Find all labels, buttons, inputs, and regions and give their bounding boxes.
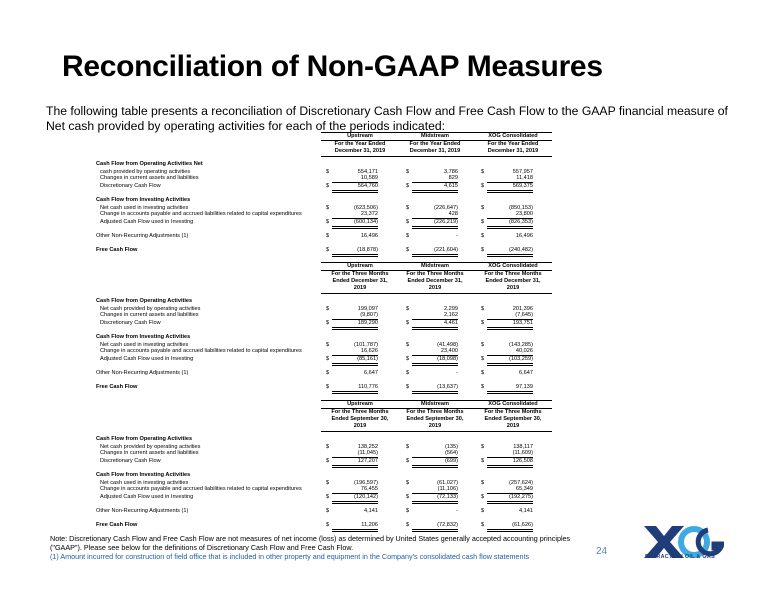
cell-value: 193,751 — [487, 320, 533, 330]
currency-symbol: $ — [481, 356, 485, 362]
cell-value: 110,776 — [332, 384, 378, 394]
currency-symbol: $ — [326, 444, 330, 450]
row-label: Discretionary Cash Flow — [100, 458, 161, 464]
row-label: Change in accounts payable and accrued liabilities related to capital expenditures — [100, 211, 302, 217]
currency-symbol: $ — [481, 169, 485, 175]
cell-value: 23,400 — [412, 348, 458, 356]
cell-value: 554,171 — [357, 169, 378, 175]
column-header — [474, 400, 552, 432]
table-row — [96, 384, 556, 391]
table-row — [96, 370, 556, 377]
row-label: Discretionary Cash Flow — [100, 320, 161, 326]
currency-symbol: $ — [481, 384, 485, 390]
column-header — [321, 132, 399, 157]
currency-symbol: $ — [481, 233, 485, 239]
table-row — [96, 356, 556, 363]
cell-value: (103,259) — [487, 356, 533, 366]
cell-value: (41,498) — [437, 342, 458, 348]
row-label: Other Non-Recurring Adjustments (1) — [96, 233, 189, 239]
cell-value: 10,589 — [332, 175, 378, 183]
cell-value: - — [456, 508, 458, 514]
cell-value: 4,615 — [412, 183, 458, 193]
row-label: Cash Flow from Operating Activities — [96, 298, 193, 304]
table-row — [96, 197, 556, 204]
table-row — [96, 472, 556, 479]
segment-name: Upstream — [321, 262, 399, 271]
table-row — [96, 298, 556, 305]
row-label: Adjusted Cash Flow used in Investing — [100, 356, 194, 362]
cell-value: 199,097 — [357, 306, 378, 312]
cell-value: 564,760 — [332, 183, 378, 193]
period-label: For the Three Months Ended December 31, 2019 — [396, 271, 474, 294]
column-header — [321, 262, 399, 294]
cell-value: 16,496 — [360, 233, 378, 239]
currency-symbol: $ — [326, 522, 330, 528]
row-label: Change in accounts payable and accrued liabilities related to capital expenditures — [100, 486, 302, 492]
currency-symbol: $ — [481, 480, 485, 486]
reconciliation-table-year — [96, 132, 556, 257]
cell-value: (600,134) — [332, 219, 378, 229]
cell-value: (11,045) — [332, 450, 378, 458]
cell-value: (85,161) — [332, 356, 378, 366]
segment-name: Midstream — [396, 400, 474, 409]
cell-value: 23,372 — [332, 211, 378, 219]
cell-value: 127,207 — [332, 458, 378, 468]
row-label: Other Non-Recurring Adjustments (1) — [96, 508, 189, 514]
currency-symbol: $ — [326, 205, 330, 211]
cell-value: (72,832) — [412, 522, 458, 532]
cell-value: 138,252 — [357, 444, 378, 450]
cell-value: (143,285) — [509, 342, 533, 348]
cell-value: (240,482) — [487, 247, 533, 257]
cell-value: 6,647 — [519, 370, 533, 376]
cell-value: 189,290 — [332, 320, 378, 330]
cell-value: (623,506) — [354, 205, 378, 211]
cell-value: (101,787) — [354, 342, 378, 348]
table-row — [96, 486, 556, 493]
table-row — [96, 183, 556, 190]
currency-symbol: $ — [406, 370, 410, 376]
segment-name: Midstream — [396, 262, 474, 271]
period-label: For the Year Ended December 31, 2019 — [396, 141, 474, 157]
row-label: Net cash provided by operating activities — [100, 444, 201, 450]
currency-symbol: $ — [326, 320, 330, 326]
cell-value: - — [456, 233, 458, 239]
currency-symbol: $ — [406, 342, 410, 348]
table-row — [96, 334, 556, 341]
currency-symbol: $ — [481, 494, 485, 500]
row-label: Changes in current assets and liabilities — [100, 175, 199, 181]
currency-symbol: $ — [481, 205, 485, 211]
cell-value: 569,375 — [487, 183, 533, 193]
row-label: Net cash used in investing activities — [100, 342, 189, 348]
currency-symbol: $ — [406, 306, 410, 312]
currency-symbol: $ — [406, 183, 410, 189]
reconciliation-table-q4 — [96, 262, 556, 395]
row-label: Other Non-Recurring Adjustments (1) — [96, 370, 189, 376]
cell-value: 11,206 — [332, 522, 378, 532]
row-label: cash provided by operating activities — [100, 169, 191, 175]
row-label: Discretionary Cash Flow — [100, 183, 161, 189]
currency-symbol: $ — [406, 219, 410, 225]
logo-wordmark: EXTRACTION OIL & GAS — [645, 554, 715, 560]
cell-value: 4,141 — [364, 508, 378, 514]
period-label: For the Year Ended December 31, 2019 — [321, 141, 399, 157]
page-number: 24 — [596, 546, 608, 557]
row-label: Changes in current assets and liabilities — [100, 450, 199, 456]
currency-symbol: $ — [326, 183, 330, 189]
currency-symbol: $ — [326, 384, 330, 390]
table-row — [96, 312, 556, 319]
currency-symbol: $ — [481, 342, 485, 348]
row-label: Free Cash Flow — [96, 384, 138, 390]
currency-symbol: $ — [406, 320, 410, 326]
row-label: Free Cash Flow — [96, 522, 138, 528]
column-header — [474, 132, 552, 157]
table-row — [96, 522, 556, 529]
cell-value: (135) — [444, 444, 458, 450]
currency-symbol: $ — [481, 444, 485, 450]
cell-value: 138,117 — [513, 444, 533, 450]
currency-symbol: $ — [326, 306, 330, 312]
cell-value: (11,106) — [412, 486, 458, 494]
currency-symbol: $ — [481, 306, 485, 312]
row-label: Adjusted Cash Flow used in Investing — [100, 494, 194, 500]
intro-paragraph: The following table presents a reconciliation of Discretionary Cash Flow and Free Cash Flow to the GAAP financial measure of Net cash provided by operating activities for each of the periods indicated: — [46, 104, 728, 133]
column-header — [474, 262, 552, 294]
cell-value: (61,626) — [487, 522, 533, 532]
currency-symbol: $ — [406, 444, 410, 450]
row-label: Cash Flow from Investing Activities — [96, 334, 191, 340]
cell-value: (226,219) — [412, 219, 458, 229]
table-row — [96, 233, 556, 240]
table-row — [96, 494, 556, 501]
currency-symbol: $ — [406, 480, 410, 486]
row-label: Cash Flow from Operating Activities — [96, 436, 193, 442]
table-row — [96, 450, 556, 457]
cell-value: 4,461 — [412, 320, 458, 330]
currency-symbol: $ — [406, 508, 410, 514]
table-row — [96, 458, 556, 465]
cell-value: (196,597) — [354, 480, 378, 486]
cell-value: 65,349 — [487, 486, 533, 494]
currency-symbol: $ — [481, 458, 485, 464]
period-label: For the Three Months Ended September 30, 2019 — [396, 409, 474, 432]
row-label: Changes in current assets and liabilities — [100, 312, 199, 318]
table-row — [96, 508, 556, 515]
table-row — [96, 211, 556, 218]
cell-value: 2,162 — [412, 312, 458, 320]
cell-value: 16,626 — [332, 348, 378, 356]
currency-symbol: $ — [326, 356, 330, 362]
table-row — [96, 247, 556, 254]
currency-symbol: $ — [326, 219, 330, 225]
segment-name: XOG Consolidated — [474, 132, 552, 141]
currency-symbol: $ — [326, 233, 330, 239]
row-label: Cash Flow from Investing Activities — [96, 472, 191, 478]
reconciliation-table-q3 — [96, 400, 556, 533]
column-header — [396, 262, 474, 294]
segment-name: XOG Consolidated — [474, 262, 552, 271]
cell-value: 23,800 — [487, 211, 533, 219]
currency-symbol: $ — [481, 522, 485, 528]
cell-value: (257,624) — [509, 480, 533, 486]
currency-symbol: $ — [406, 247, 410, 253]
cell-value: 829 — [412, 175, 458, 183]
currency-symbol: $ — [326, 247, 330, 253]
cell-value: (9,807) — [332, 312, 378, 320]
row-label: Adjusted Cash Flow used in Investing — [100, 219, 194, 225]
currency-symbol: $ — [406, 494, 410, 500]
cell-value: 3,786 — [444, 169, 458, 175]
segment-name: Upstream — [321, 132, 399, 141]
period-label: For the Three Months Ended December 31, 2019 — [474, 271, 552, 294]
segment-name: Midstream — [396, 132, 474, 141]
cell-value: (850,153) — [509, 205, 533, 211]
cell-value: 201,396 — [512, 306, 533, 312]
segment-name: XOG Consolidated — [474, 400, 552, 409]
footnote-1: (1) Amount incurred for construction of field office that is included in other property and equipment in the Company's consolidated cash flow statements — [50, 552, 530, 561]
column-header — [396, 400, 474, 432]
currency-symbol: $ — [406, 233, 410, 239]
cell-value: 76,455 — [332, 486, 378, 494]
row-label: Net cash used in investing activities — [100, 205, 189, 211]
cell-value: (18,098) — [412, 356, 458, 366]
cell-value: (120,142) — [332, 494, 378, 504]
cell-value: 16,496 — [515, 233, 533, 239]
currency-symbol: $ — [326, 370, 330, 376]
xog-logo — [642, 520, 724, 570]
row-label: Net cash provided by operating activities — [100, 306, 201, 312]
period-label: For the Three Months Ended September 30, 2019 — [474, 409, 552, 432]
cell-value: 4,141 — [519, 508, 533, 514]
row-label: Cash Flow from Operating Activities Net — [96, 161, 203, 167]
table-row — [96, 219, 556, 226]
table-row — [96, 320, 556, 327]
currency-symbol: $ — [481, 247, 485, 253]
currency-symbol: $ — [406, 458, 410, 464]
currency-symbol: $ — [406, 356, 410, 362]
cell-value: 40,026 — [487, 348, 533, 356]
cell-value: 11,418 — [487, 175, 533, 183]
cell-value: 6,647 — [364, 370, 378, 376]
currency-symbol: $ — [481, 219, 485, 225]
segment-name: Upstream — [321, 400, 399, 409]
cell-value: (564) — [412, 450, 458, 458]
currency-symbol: $ — [481, 183, 485, 189]
cell-value: 557,957 — [512, 169, 533, 175]
cell-value: - — [456, 370, 458, 376]
cell-value: (61,027) — [437, 480, 458, 486]
currency-symbol: $ — [326, 169, 330, 175]
currency-symbol: $ — [406, 384, 410, 390]
page-title: Reconciliation of Non-GAAP Measures — [62, 50, 603, 83]
column-header — [321, 400, 399, 432]
period-label: For the Year Ended December 31, 2019 — [474, 141, 552, 157]
cell-value: (221,604) — [412, 247, 458, 257]
period-label: For the Three Months Ended December 31, 2019 — [321, 271, 399, 294]
currency-symbol: $ — [481, 320, 485, 326]
currency-symbol: $ — [406, 205, 410, 211]
currency-symbol: $ — [326, 508, 330, 514]
currency-symbol: $ — [406, 169, 410, 175]
cell-value: (72,133) — [412, 494, 458, 504]
cell-value: (226,647) — [434, 205, 458, 211]
currency-symbol: $ — [406, 522, 410, 528]
row-label: Net cash used in investing activities — [100, 480, 189, 486]
cell-value: 126,508 — [487, 458, 533, 468]
cell-value: (13,637) — [412, 384, 458, 394]
table-row — [96, 436, 556, 443]
cell-value: (699) — [412, 458, 458, 468]
currency-symbol: $ — [326, 342, 330, 348]
cell-value: 428 — [412, 211, 458, 219]
cell-value: (11,609) — [487, 450, 533, 458]
table-row — [96, 175, 556, 182]
currency-symbol: $ — [481, 508, 485, 514]
currency-symbol: $ — [326, 480, 330, 486]
table-row — [96, 348, 556, 355]
cell-value: 97,139 — [487, 384, 533, 394]
cell-value: (18,878) — [332, 247, 378, 257]
currency-symbol: $ — [326, 458, 330, 464]
cell-value: (826,353) — [487, 219, 533, 229]
cell-value: (192,275) — [487, 494, 533, 504]
currency-symbol: $ — [481, 370, 485, 376]
cell-value: 2,299 — [444, 306, 458, 312]
row-label: Change in accounts payable and accrued liabilities related to capital expenditures — [100, 348, 302, 354]
cell-value: (7,645) — [487, 312, 533, 320]
table-row — [96, 161, 556, 168]
currency-symbol: $ — [326, 494, 330, 500]
row-label: Free Cash Flow — [96, 247, 138, 253]
footnote-non-gaap: Note: Discretionary Cash Flow and Free Cash Flow are not measures of net income (loss) as determined by United States generally accepted accounting principles ("GAAP"). Please see below for the definitions of Discretionary Cash Flow and Free Cash Flow. — [50, 534, 571, 552]
row-label: Cash Flow from Investing Activities — [96, 197, 191, 203]
period-label: For the Three Months Ended September 30, 2019 — [321, 409, 399, 432]
column-header — [396, 132, 474, 157]
